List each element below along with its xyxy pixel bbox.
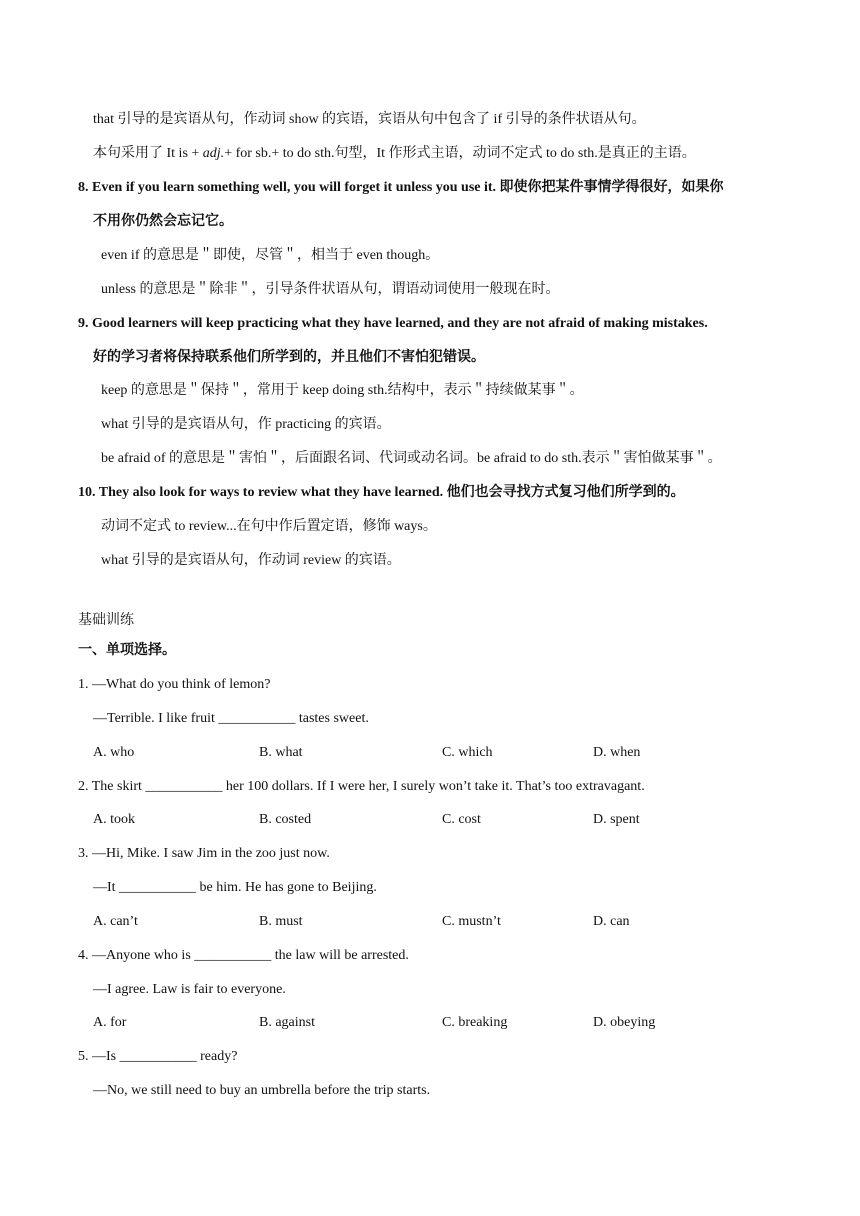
analysis-item-8-head-cont: 不用你仍然会忘记它。: [93, 214, 233, 229]
question-3-option-a[interactable]: A. can’t: [93, 914, 138, 929]
question-4-option-c[interactable]: C. breaking: [442, 1015, 508, 1030]
section-title: 基础训练: [78, 613, 134, 628]
analysis-item-8-note: even if 的意思是＂即使，尽管＂，相当于 even though。: [101, 248, 440, 263]
question-2-option-c[interactable]: C. cost: [442, 812, 481, 827]
question-4-stem: 4. —Anyone who is ___________ the law will be arrested.: [78, 948, 409, 963]
question-3-option-c[interactable]: C. mustn’t: [442, 914, 501, 929]
it-is-post: + for sb.+ to do sth.句型，It 作形式主语，动词不定式 to do sth.是真正的主语。: [224, 146, 696, 161]
analysis-intro-line: that 引导的是宾语从句，作动词 show 的宾语，宾语从句中包含了 if 引导的条件状语从句。: [93, 112, 646, 127]
analysis-item-9-head: 9. Good learners will keep practicing what they have learned, and they are not afraid of making mistakes.: [78, 316, 708, 331]
question-1-option-b[interactable]: B. what: [259, 745, 303, 760]
section-part-heading: 一、单项选择。: [78, 643, 176, 658]
analysis-item-8-head: 8. Even if you learn something well, you will forget it unless you use it. 即使你把某件事情学得很好，如果你: [78, 180, 724, 195]
question-2-option-d[interactable]: D. spent: [593, 812, 640, 827]
question-5-reply: —No, we still need to buy an umbrella before the trip starts.: [93, 1083, 431, 1098]
question-2-option-a[interactable]: A. took: [93, 812, 135, 827]
it-is-adj: adj.: [202, 146, 225, 161]
question-2-option-b[interactable]: B. costed: [259, 812, 312, 827]
analysis-it-is-line: [93, 144, 696, 164]
analysis-item-8-note: unless 的意思是＂除非＂，引导条件状语从句，谓语动词使用一般现在时。: [101, 282, 560, 297]
analysis-item-9-head-cont: 好的学习者将保持联系他们所学到的，并且他们不害怕犯错误。: [93, 350, 485, 365]
question-1-stem: 1. —What do you think of lemon?: [78, 677, 271, 692]
it-is-pre: 本句采用了 It is +: [93, 146, 203, 161]
question-4-option-b[interactable]: B. against: [259, 1015, 315, 1030]
question-1-reply: —Terrible. I like fruit ___________ tastes sweet.: [93, 711, 369, 726]
question-3-option-b[interactable]: B. must: [259, 914, 303, 929]
question-5-stem: 5. —Is ___________ ready?: [78, 1049, 238, 1064]
question-1-option-c[interactable]: C. which: [442, 745, 493, 760]
analysis-item-9-note: keep 的意思是＂保持＂，常用于 keep doing sth.结构中，表示＂持续做某事＂。: [101, 383, 584, 398]
question-1-option-a[interactable]: A. who: [93, 745, 135, 760]
question-3-reply: —It ___________ be him. He has gone to Beijing.: [93, 880, 377, 895]
analysis-item-10-note: what 引导的是宾语从句，作动词 review 的宾语。: [101, 553, 401, 568]
analysis-item-9-note: be afraid of 的意思是＂害怕＂，后面跟名词、代词或动名词。be afraid to do sth.表示＂害怕做某事＂。: [101, 451, 722, 466]
analysis-item-10-note: 动词不定式 to review...在句中作后置定语，修饰 ways。: [101, 519, 437, 534]
analysis-item-9-note: what 引导的是宾语从句，作 practicing 的宾语。: [101, 417, 391, 432]
question-3-option-d[interactable]: D. can: [593, 914, 630, 929]
question-4-option-a[interactable]: A. for: [93, 1015, 127, 1030]
question-4-option-d[interactable]: D. obeying: [593, 1015, 656, 1030]
question-3-stem: 3. —Hi, Mike. I saw Jim in the zoo just now.: [78, 846, 330, 861]
question-1-option-d[interactable]: D. when: [593, 745, 641, 760]
analysis-item-10-head: 10. They also look for ways to review what they have learned. 他们也会寻找方式复习他们所学到的。: [78, 485, 685, 500]
question-2-stem: 2. The skirt ___________ her 100 dollars. If I were her, I surely won’t take it. That’s too extravagant.: [78, 779, 645, 794]
question-4-reply: —I agree. Law is fair to everyone.: [93, 982, 286, 997]
